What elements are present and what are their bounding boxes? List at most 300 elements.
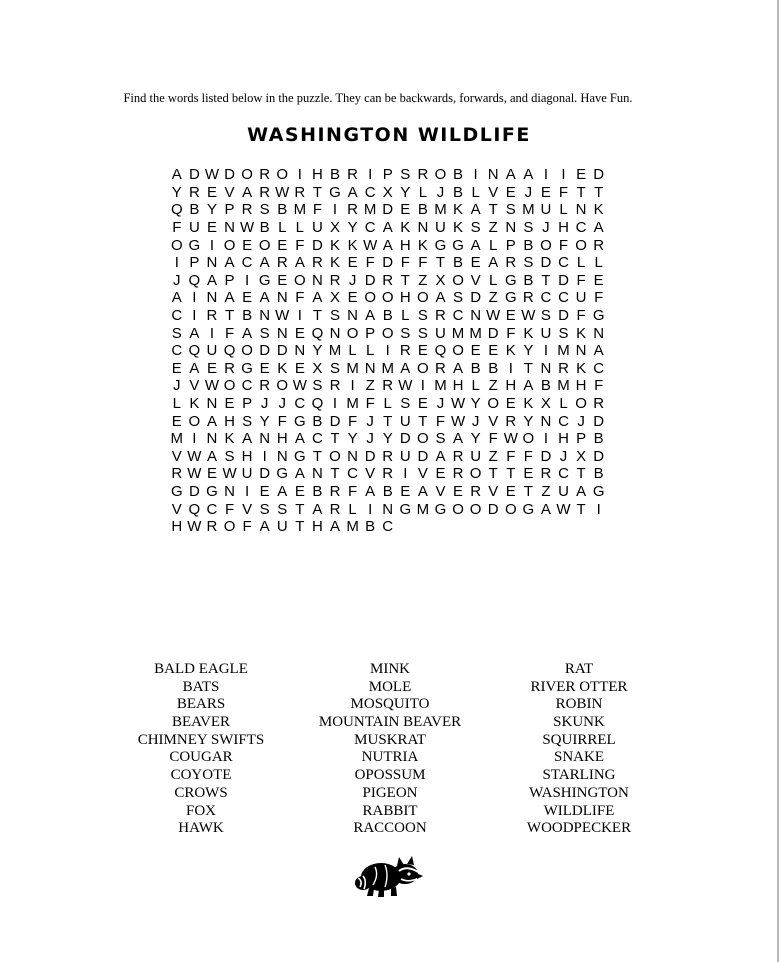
grid-letter: F xyxy=(347,412,358,430)
grid-letter: F xyxy=(365,395,375,413)
grid-letter: G xyxy=(504,289,517,307)
grid-letter: D xyxy=(259,465,271,483)
grid-letter: G xyxy=(329,183,341,201)
grid-letter: R xyxy=(276,254,288,272)
grid-letter: A xyxy=(312,289,323,307)
grid-letter: U xyxy=(540,201,552,219)
grid-letter: J xyxy=(278,395,286,413)
grid-letter: J xyxy=(366,412,374,430)
grid-letter: D xyxy=(558,307,569,325)
grid-letter: Y xyxy=(382,430,393,448)
grid-letter: R xyxy=(329,377,341,395)
grid-letter: O xyxy=(417,359,429,377)
grid-letter: E xyxy=(171,412,182,430)
grid-letter: S xyxy=(400,166,411,184)
grid-letter: L xyxy=(594,254,603,272)
grid-letter: S xyxy=(540,307,551,325)
grid-letter: C xyxy=(171,307,183,325)
grid-letter: Z xyxy=(488,289,498,307)
grid-letter: E xyxy=(259,359,270,377)
grid-letter: A xyxy=(453,430,464,448)
grid-letter: Y xyxy=(400,183,411,201)
grid-letter: O xyxy=(241,166,253,184)
grid-letter: G xyxy=(399,500,412,518)
grid-letter: C xyxy=(241,377,253,395)
grid-letter: M xyxy=(293,201,307,219)
grid-letter: D xyxy=(593,447,605,465)
grid-letter: E xyxy=(470,342,481,360)
grid-letter: V xyxy=(470,271,481,289)
grid-letter: F xyxy=(523,447,533,465)
grid-letter: H xyxy=(575,377,587,395)
grid-letter: I xyxy=(420,377,425,395)
grid-letter: O xyxy=(417,289,429,307)
grid-letter: L xyxy=(471,183,480,201)
grid-letter: K xyxy=(576,359,587,377)
grid-letter: C xyxy=(364,183,376,201)
grid-letter: D xyxy=(188,166,200,184)
grid-letter: G xyxy=(434,236,447,254)
grid-letter: N xyxy=(329,324,341,342)
word-list-item: MOUNTAIN BEAVER xyxy=(318,714,462,731)
grid-letter: E xyxy=(224,395,235,413)
grid-letter: F xyxy=(576,271,586,289)
grid-letter: S xyxy=(259,500,270,518)
grid-letter: T xyxy=(576,465,586,483)
grid-letter: M xyxy=(170,430,184,448)
grid-letter: R xyxy=(206,307,218,325)
grid-letter: J xyxy=(436,395,445,413)
grid-letter: C xyxy=(171,342,183,360)
grid-letter: A xyxy=(171,166,182,184)
grid-letter: U xyxy=(311,219,323,237)
grid-letter: Y xyxy=(347,430,358,448)
grid-letter: B xyxy=(189,201,200,219)
grid-letter: A xyxy=(294,465,305,483)
grid-letter: R xyxy=(382,447,394,465)
grid-letter: I xyxy=(473,166,478,184)
grid-letter: O xyxy=(452,500,464,518)
grid-letter: R xyxy=(522,289,534,307)
grid-letter: Q xyxy=(311,324,324,342)
grid-letter: R xyxy=(259,183,271,201)
grid-letter: T xyxy=(435,254,446,272)
grid-letter: D xyxy=(540,447,552,465)
grid-letter: A xyxy=(470,236,481,254)
grid-letter: E xyxy=(259,482,270,500)
grid-letter: F xyxy=(506,324,516,342)
grid-letter: F xyxy=(242,518,252,536)
grid-letter: B xyxy=(523,271,534,289)
grid-letter: O xyxy=(294,271,306,289)
grid-letter: A xyxy=(593,219,604,237)
grid-letter: O xyxy=(329,447,341,465)
word-list-item: SQUIRREL xyxy=(542,731,616,748)
grid-letter: W xyxy=(450,395,466,413)
grid-letter: E xyxy=(242,236,253,254)
grid-letter: C xyxy=(540,289,552,307)
grid-letter: K xyxy=(453,219,464,237)
grid-letter: L xyxy=(559,201,568,219)
word-list-item: BEARS xyxy=(176,696,226,713)
grid-letter: T xyxy=(488,465,498,483)
grid-letter: K xyxy=(347,236,358,254)
grid-letter: B xyxy=(593,465,604,483)
instructions-text: Find the words listed below in the puzzle. They can be backwards, forwards, and diagonal. Have Fun. xyxy=(123,91,633,105)
grid-letter: L xyxy=(559,395,568,413)
grid-letter: G xyxy=(241,359,253,377)
grid-letter: H xyxy=(452,377,464,395)
word-list-item: SNAKE xyxy=(553,749,604,766)
grid-letter: D xyxy=(470,289,482,307)
grid-letter: W xyxy=(363,236,378,254)
grid-letter: F xyxy=(224,324,235,342)
grid-letter: O xyxy=(170,236,183,254)
grid-letter: V xyxy=(242,500,253,518)
grid-letter: C xyxy=(452,307,464,325)
grid-letter: J xyxy=(524,183,533,201)
grid-letter: L xyxy=(295,219,304,237)
grid-letter: D xyxy=(593,412,605,430)
grid-letter: R xyxy=(505,412,517,430)
grid-letter: O xyxy=(575,236,587,254)
grid-letter: F xyxy=(365,254,375,272)
grid-letter: W xyxy=(450,412,466,430)
grid-letter: S xyxy=(505,201,516,219)
grid-letter: A xyxy=(206,412,217,430)
grid-letter: X xyxy=(435,271,446,289)
grid-letter: X xyxy=(329,219,340,237)
word-list-item: COUGAR xyxy=(169,749,233,766)
grid-letter: Q xyxy=(170,201,183,219)
grid-letter: K xyxy=(453,201,464,219)
grid-letter: T xyxy=(295,518,305,536)
grid-letter: I xyxy=(192,430,197,448)
grid-letter: N xyxy=(347,447,358,465)
grid-letter: Y xyxy=(523,412,534,430)
grid-letter: B xyxy=(365,518,376,536)
grid-letter: F xyxy=(277,412,287,430)
grid-letter: H xyxy=(311,166,323,184)
grid-letter: M xyxy=(381,359,394,377)
grid-letter: N xyxy=(487,166,499,184)
grid-letter: B xyxy=(277,201,288,219)
word-list-column-2 xyxy=(280,661,500,838)
grid-letter: U xyxy=(399,412,411,430)
grid-letter: F xyxy=(295,289,305,307)
grid-letter: A xyxy=(400,359,411,377)
grid-letter: O xyxy=(223,518,236,536)
grid-letter: W xyxy=(204,377,220,395)
grid-letter: I xyxy=(543,430,549,448)
word-list-item: BEAVER xyxy=(171,714,231,731)
grid-letter: R xyxy=(435,359,446,377)
word-list-item: BATS xyxy=(182,678,220,695)
grid-letter: A xyxy=(435,447,446,465)
grid-letter: Q xyxy=(188,500,201,518)
grid-letter: A xyxy=(523,166,534,184)
grid-letter: Y xyxy=(171,183,182,201)
grid-letter: G xyxy=(258,271,271,289)
grid-letter: A xyxy=(365,307,376,325)
grid-letter: P xyxy=(382,166,393,184)
grid-letter: C xyxy=(558,465,569,483)
grid-letter: X xyxy=(382,183,393,201)
grid-letter: D xyxy=(224,166,235,184)
grid-letter: B xyxy=(453,183,464,201)
grid-letter: N xyxy=(417,219,429,237)
grid-letter: G xyxy=(170,482,183,500)
grid-letter: G xyxy=(206,482,218,500)
grid-letter: S xyxy=(400,324,411,342)
grid-letter: V xyxy=(171,500,182,518)
grid-letter: O xyxy=(258,236,271,254)
word-list-item: CHIMNEY SWIFTS xyxy=(137,731,265,748)
grid-letter: W xyxy=(275,307,290,325)
grid-letter: F xyxy=(172,219,182,237)
grid-letter: R xyxy=(294,183,306,201)
grid-letter: J xyxy=(173,377,181,395)
grid-letter: X xyxy=(312,359,323,377)
grid-letter: E xyxy=(505,482,516,500)
grid-letter: D xyxy=(364,447,376,465)
grid-letter: E xyxy=(277,236,288,254)
word-list-item: CROWS xyxy=(174,784,228,801)
grid-letter: N xyxy=(206,254,218,272)
grid-letter: W xyxy=(503,430,518,448)
grid-letter: J xyxy=(173,271,181,289)
grid-letter: T xyxy=(594,183,604,201)
grid-letter: A xyxy=(224,289,235,307)
grid-letter: H xyxy=(558,430,569,448)
grid-letter: B xyxy=(540,377,551,395)
grid-letter: R xyxy=(224,359,235,377)
grid-letter: V xyxy=(488,482,499,500)
grid-letter: L xyxy=(401,307,410,325)
grid-letter: N xyxy=(276,289,288,307)
grid-letter: G xyxy=(434,500,447,518)
grid-letter: I xyxy=(596,500,601,518)
grid-letter: W xyxy=(187,518,202,536)
grid-letter: B xyxy=(470,359,481,377)
grid-letter: A xyxy=(294,430,305,448)
grid-letter: A xyxy=(312,500,323,518)
grid-letter: X xyxy=(329,289,340,307)
grid-letter: A xyxy=(189,359,200,377)
grid-letter: W xyxy=(521,307,536,325)
grid-letter: R xyxy=(452,447,464,465)
grid-letter: W xyxy=(398,377,413,395)
grid-letter: T xyxy=(312,183,322,201)
word-list-item: FOX xyxy=(185,802,216,819)
grid-letter: N xyxy=(206,289,218,307)
grid-letter: K xyxy=(224,430,235,448)
grid-letter: U xyxy=(399,447,411,465)
grid-letter: K xyxy=(329,254,340,272)
grid-letter: Y xyxy=(259,412,270,430)
grid-letter: M xyxy=(469,324,482,342)
grid-letter: E xyxy=(242,289,253,307)
grid-letter: K xyxy=(523,324,534,342)
grid-letter: E xyxy=(523,465,534,483)
grid-letter: D xyxy=(329,412,341,430)
grid-letter: I xyxy=(508,359,513,377)
grid-letter: S xyxy=(329,359,340,377)
grid-letter: N xyxy=(311,465,323,483)
grid-letter: Y xyxy=(347,219,358,237)
grid-letter: I xyxy=(543,342,549,360)
grid-letter: A xyxy=(347,183,358,201)
grid-letter: E xyxy=(470,254,481,272)
grid-letter: W xyxy=(292,377,307,395)
grid-letter: N xyxy=(540,412,552,430)
grid-letter: G xyxy=(276,465,289,483)
grid-letter: N xyxy=(276,447,288,465)
grid-letter: T xyxy=(295,500,305,518)
grid-letter: V xyxy=(189,377,200,395)
word-list-item: HAWK xyxy=(178,820,224,837)
grid-letter: M xyxy=(346,359,359,377)
grid-letter: J xyxy=(559,447,568,465)
grid-letter: J xyxy=(260,395,269,413)
word-list-item: MINK xyxy=(370,661,410,677)
grid-letter: V xyxy=(488,412,499,430)
grid-letter: G xyxy=(294,412,306,430)
grid-letter: E xyxy=(400,201,411,219)
grid-letter: M xyxy=(416,500,430,518)
grid-letter: N xyxy=(311,271,323,289)
grid-letter: I xyxy=(385,342,390,360)
grid-letter: E xyxy=(277,271,288,289)
grid-letter: P xyxy=(576,430,587,448)
grid-letter: R xyxy=(505,254,517,272)
grid-letter: A xyxy=(189,324,200,342)
grid-letter: R xyxy=(399,342,411,360)
grid-letter: Q xyxy=(188,271,201,289)
word-list-item: COYOTE xyxy=(170,767,232,784)
grid-letter: J xyxy=(366,430,374,448)
grid-letter: S xyxy=(523,219,534,237)
word-list-item: RIVER OTTER xyxy=(530,678,628,695)
grid-letter: E xyxy=(347,254,358,272)
grid-letter: F xyxy=(594,377,604,395)
grid-letter: S xyxy=(558,324,569,342)
grid-letter: I xyxy=(368,500,373,518)
grid-letter: D xyxy=(276,342,288,360)
grid-letter: S xyxy=(259,324,270,342)
grid-letter: G xyxy=(452,236,464,254)
grid-letter: N xyxy=(540,359,552,377)
grid-letter: A xyxy=(523,377,534,395)
grid-letter: I xyxy=(403,465,408,483)
grid-letter: P xyxy=(505,236,516,254)
grid-letter: W xyxy=(486,307,501,325)
grid-letter: A xyxy=(242,430,253,448)
grid-letter: O xyxy=(346,324,359,342)
grid-letter: J xyxy=(348,271,357,289)
grid-letter: I xyxy=(174,254,179,272)
grid-letter: N xyxy=(364,359,376,377)
grid-letter: R xyxy=(188,183,200,201)
grid-letter: M xyxy=(328,342,342,360)
grid-letter: J xyxy=(471,412,480,430)
grid-letter: N xyxy=(259,307,271,325)
grid-letter: T xyxy=(330,430,340,448)
grid-letter: A xyxy=(224,254,235,272)
grid-letter: U xyxy=(470,447,482,465)
grid-letter: R xyxy=(206,518,218,536)
grid-letter: R xyxy=(593,236,605,254)
word-list-item: WILDLIFE xyxy=(543,802,615,819)
grid-letter: A xyxy=(453,359,464,377)
grid-letter: D xyxy=(399,430,411,448)
word-list-item: STARLING xyxy=(542,767,616,784)
grid-letter: S xyxy=(277,500,288,518)
grid-letter: O xyxy=(487,395,500,413)
grid-letter: B xyxy=(312,482,323,500)
grid-letter: H xyxy=(399,236,411,254)
grid-letter: A xyxy=(259,289,270,307)
grid-letter: N xyxy=(593,324,605,342)
grid-letter: I xyxy=(297,166,302,184)
grid-letter: E xyxy=(206,183,217,201)
word-list-column-3 xyxy=(469,661,689,838)
grid-letter: I xyxy=(245,271,250,289)
grid-letter: G xyxy=(294,447,306,465)
grid-letter: P xyxy=(224,201,235,219)
grid-letter: I xyxy=(368,166,373,184)
grid-letter: A xyxy=(171,289,182,307)
grid-letter: M xyxy=(451,324,465,342)
grid-letter: F xyxy=(347,482,358,500)
word-list-item: ROBIN xyxy=(555,696,603,713)
word-list-item: PIGEON xyxy=(362,784,418,801)
grid-letter: H xyxy=(311,518,323,536)
grid-letter: C xyxy=(558,289,569,307)
grid-letter: O xyxy=(434,166,447,184)
grid-letter: D xyxy=(540,254,552,272)
grid-letter: Z xyxy=(418,271,428,289)
grid-letter: O xyxy=(469,465,482,483)
grid-letter: S xyxy=(400,395,411,413)
grid-letter: H xyxy=(505,377,517,395)
word-list-item: RACCOON xyxy=(353,820,427,837)
grid-letter: E xyxy=(294,482,305,500)
grid-letter: Q xyxy=(434,342,447,360)
word-list-item: WOODPECKER xyxy=(526,820,632,837)
grid-letter: C xyxy=(575,219,587,237)
grid-letter: A xyxy=(277,482,288,500)
grid-letter: D xyxy=(417,447,429,465)
grid-letter: I xyxy=(543,166,549,184)
grid-letter: W xyxy=(240,219,255,237)
word-search-grid xyxy=(168,166,607,535)
grid-letter: T xyxy=(312,447,322,465)
grid-letter: I xyxy=(192,307,197,325)
grid-letter: A xyxy=(206,447,217,465)
grid-letter: R xyxy=(382,377,394,395)
grid-letter: C xyxy=(311,430,323,448)
grid-letter: O xyxy=(276,166,289,184)
grid-letter: C xyxy=(593,359,605,377)
raccoon-icon xyxy=(355,855,423,897)
grid-letter: B xyxy=(488,359,499,377)
grid-letter: W xyxy=(187,447,202,465)
grid-letter: T xyxy=(330,465,340,483)
grid-letter: S xyxy=(224,447,235,465)
grid-letter: E xyxy=(453,482,464,500)
grid-letter: L xyxy=(418,183,428,201)
